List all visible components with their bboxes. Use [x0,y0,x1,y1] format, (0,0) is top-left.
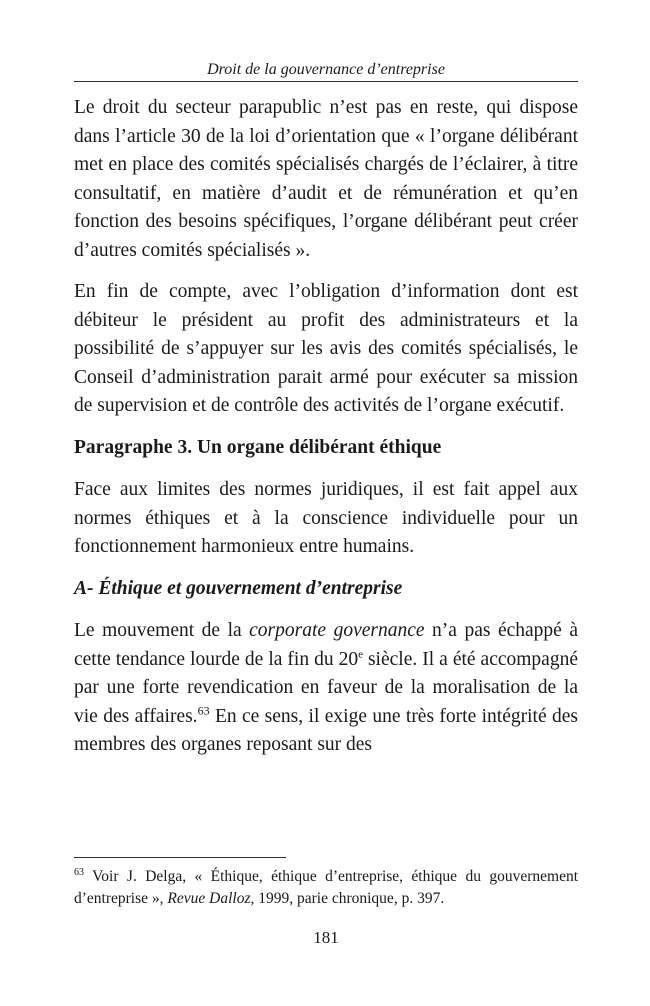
paragraph-board-supervision: En fin de compte, avec l’obligation d’information dont est débiteur le président au profit des administrateurs et la possibilité de s’appuyer sur les avis des comités spécialisés, le Conseil d’administration parait armé pour exécuter sa mission de supervision et de contrôle des activités de l’organe exécutif. [74,281,578,416]
paragraph-parapublic-law: Le droit du secteur parapublic n’est pas en reste, qui dispose dans l’article 30 de la loi d’orientation que « l’organe délibérant met en place des comités spécialisés chargés de l’éclairer, à titre consultatif, en matière d’audit et de rémunération et qu’en fonction des besoins spécifiques, l’organe délibérant peut créer d’autres comités spécialisés ». [74,97,578,261]
paragraph-ethical-norms: Face aux limites des normes juridiques, il est fait appel aux normes éthiques et à la conscience individuelle pour un fonctionnement harmonieux entre humains. [74,479,578,557]
running-head: Droit de la gouvernance d’entreprise [207,61,445,78]
header-rule [74,81,578,82]
footnote-number: 63 [74,866,84,878]
footnote [74,866,578,910]
text-run: siècle. Il a été accompagné par une forte revendication en faveur de la moralisation de la vie des affaires. [74,648,578,727]
paragraph-corporate-governance [74,617,578,760]
text-run: En ce sens, il exige une très forte intégrité des membres des organes reposant sur des [74,705,578,755]
footnote-text: , 1999, parie chronique, p. 397. [250,890,445,907]
body-text [74,94,578,773]
footnote-journal-title: Revue Dalloz [167,890,251,907]
text-run: Le mouvement de la [74,620,250,641]
footnote-text: Voir J. Delga, « Éthique, éthique d’entreprise, éthique du gouvernement d’entreprise », [74,868,578,907]
century-superscript: e [358,648,363,660]
subsection-heading: A- Éthique et gouvernement d’entreprise [74,577,403,599]
italic-term: corporate governance [249,620,425,641]
footnote-rule [74,857,286,858]
page-number: 181 [313,928,339,947]
footnote-reference[interactable]: 63 [197,703,210,717]
text-run: n’a pas échappé à cette tendance lourde de la fin du 20 [74,620,578,670]
section-heading: Paragraphe 3. Un organe délibérant éthique [74,436,442,458]
